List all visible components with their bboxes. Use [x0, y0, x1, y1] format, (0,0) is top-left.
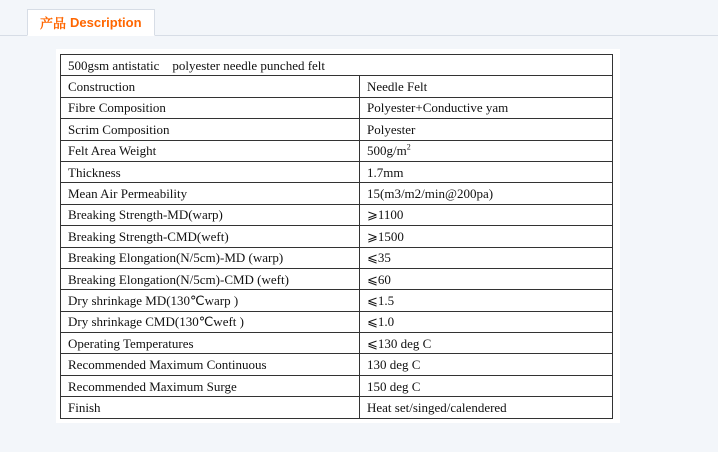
property-cell: Breaking Elongation(N/5cm)-CMD (weft) — [61, 268, 360, 289]
value-superscript: 2 — [406, 142, 411, 152]
value-cell: ⩽60 — [360, 268, 613, 289]
value-cell: ⩽1.5 — [360, 290, 613, 311]
value-cell: 150 deg C — [360, 375, 613, 396]
property-cell: Dry shrinkage MD(130℃warp ) — [61, 290, 360, 311]
value-cell: Polyester — [360, 119, 613, 140]
value-cell: Heat set/singed/calendered — [360, 397, 613, 418]
table-row — [61, 119, 613, 140]
property-cell: Recommended Maximum Continuous — [61, 354, 360, 375]
table-title-row — [61, 55, 613, 76]
property-cell: Finish — [61, 397, 360, 418]
table-row — [61, 375, 613, 396]
table-row — [61, 247, 613, 268]
table-row — [61, 204, 613, 225]
table-row — [61, 354, 613, 375]
property-cell: Breaking Strength-MD(warp) — [61, 204, 360, 225]
tab-description[interactable] — [27, 9, 155, 36]
tab-label: Description — [70, 15, 142, 30]
table-title: 500gsm antistatic polyester needle punched felt — [61, 55, 613, 76]
table-row — [61, 183, 613, 204]
property-cell: Breaking Elongation(N/5cm)-MD (warp) — [61, 247, 360, 268]
value-cell: ⩾1500 — [360, 226, 613, 247]
property-cell: Recommended Maximum Surge — [61, 375, 360, 396]
table-row — [61, 161, 613, 182]
value-cell — [360, 140, 613, 161]
spec-table — [60, 54, 613, 419]
property-cell: Fibre Composition — [61, 97, 360, 118]
value-cell: ⩽35 — [360, 247, 613, 268]
tab-prefix-label: 产品 — [40, 16, 67, 31]
value-cell: ⩽1.0 — [360, 311, 613, 332]
value-cell: Polyester+Conductive yam — [360, 97, 613, 118]
property-cell: Operating Temperatures — [61, 333, 360, 354]
property-cell: Dry shrinkage CMD(130℃weft ) — [61, 311, 360, 332]
table-row — [61, 333, 613, 354]
table-row — [61, 268, 613, 289]
value-cell: 15(m3/m2/min@200pa) — [360, 183, 613, 204]
property-cell: Thickness — [61, 161, 360, 182]
table-row — [61, 97, 613, 118]
tab-bar — [0, 0, 718, 36]
table-row — [61, 226, 613, 247]
property-cell: Construction — [61, 76, 360, 97]
table-row — [61, 397, 613, 418]
value-text: 500g/m — [367, 143, 407, 159]
property-cell: Scrim Composition — [61, 119, 360, 140]
property-cell: Breaking Strength-CMD(weft) — [61, 226, 360, 247]
property-cell: Mean Air Permeability — [61, 183, 360, 204]
value-cell: ⩽130 deg C — [360, 333, 613, 354]
description-panel — [56, 49, 620, 423]
value-cell: 1.7mm — [360, 161, 613, 182]
value-cell: Needle Felt — [360, 76, 613, 97]
property-cell: Felt Area Weight — [61, 140, 360, 161]
table-row — [61, 76, 613, 97]
value-cell: ⩾1100 — [360, 204, 613, 225]
value-cell: 130 deg C — [360, 354, 613, 375]
table-row — [61, 311, 613, 332]
table-row — [61, 140, 613, 161]
table-row — [61, 290, 613, 311]
